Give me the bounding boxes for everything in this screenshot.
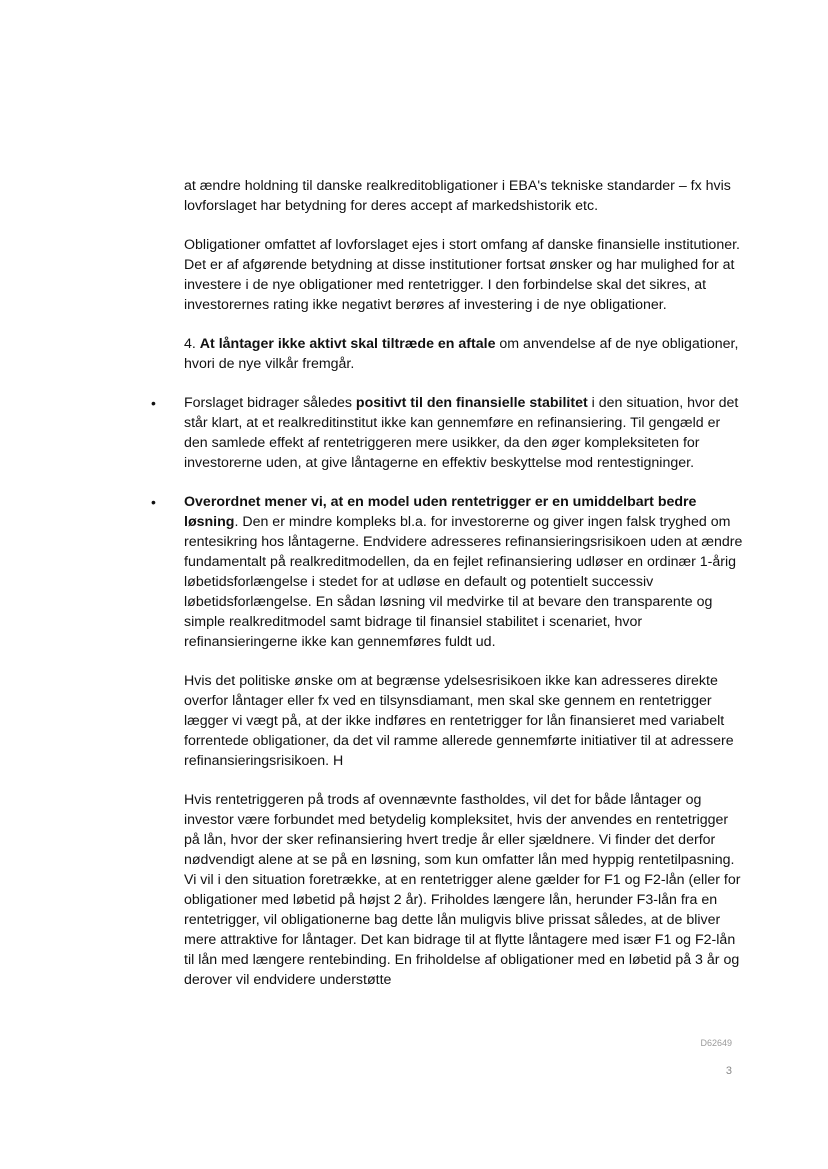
page-number: 3 xyxy=(725,1065,732,1077)
bullet-1-rest: i den situation, hvor det står klart, at et realkreditinstitut ikke kan gennemføre en refinansiering. Til gengæld er den samlede effekt af rentetriggeren mere usikker, da den øger kompleksiteten for investorerne uden, at give låntagerne en effektiv beskyttelse mod rentestigninger. xyxy=(184,395,739,471)
bullet-model-uden-rentetrigger xyxy=(151,492,744,652)
bullet-2-rest: . Den er mindre kompleks bl.a. for investorerne og giver ingen falsk tryghed om rentesikring hos låntagerne. Endvidere adresseres refinansieringsrisikoen uden at ændre fundamentalt på realkreditmodellen, da en fejlet refinansiering udløser en ordinær 1-årig løbetidsforlængelse i stedet for at udløse en default og potentielt successiv løbetidsforlængelse. En sådan løsning vil medvirke til at bevare den transparente og simple realkreditmodel samt bidrage til finansiel stabilitet i scenariet, hvor refinansieringerne ikke kan gennemføres fuldt ud. xyxy=(184,514,743,650)
bullet-2-bold: Overordnet mener vi, at en model uden rentetrigger er en umiddelbart bedre løsning xyxy=(184,494,697,530)
body-text xyxy=(151,176,744,1009)
point-number: 4. xyxy=(184,336,200,352)
document-id: D62649 xyxy=(700,1038,732,1048)
paragraph-point-4 xyxy=(184,334,744,374)
point-4-rest: om anvendelse af de nye obligationer, hvori de nye vilkår fremgår. xyxy=(184,336,739,372)
point-4-bold: At låntager ikke aktivt skal tiltræde en aftale xyxy=(199,336,496,352)
bullet-1-bold: positivt til den finansielle stabilitet xyxy=(355,395,588,411)
bullet-1-pre: Forslaget bidrager således xyxy=(184,395,356,411)
bullet-marker: • xyxy=(151,395,156,411)
paragraph-obligationer: Obligationer omfattet af lovforslaget ejes i stort omfang af danske finansielle institutioner. Det er af afgørende betydning at disse institutioner fortsat ønsker og har mulighed for at investere i de nye obligationer med rentetrigger. I den forbindelse skal det sikres, at investorernes rating ikke negativt berøres af investering i de nye obligationer. xyxy=(184,237,740,313)
paragraph-politiske-onske: Hvis det politiske ønske om at begrænse ydelsesrisikoen ikke kan adresseres direkte overfor låntager eller fx ved en tilsynsdiamant, men skal ske gennem en rentetrigger lægger vi vægt på, at der ikke indføres en rentetrigger for lån finansieret med variabelt forrentede obligationer, da det vil ramme allerede gennemførte initiativer til at adressere refinansieringsrisikoen. H xyxy=(184,673,734,769)
paragraph-rentetrigger-fastholdes: Hvis rentetriggeren på trods af ovennævnte fastholdes, vil det for både låntager og investor være forbundet med betydelig kompleksitet, hvis der anvendes en rentetrigger på lån, hvor der sker refinansiering hvert tredje år eller sjældnere. Vi finder det derfor nødvendigt alene at se på en løsning, som kun omfatter lån med hyppig rentetilpasning. Vi vil i den situation foretrække, at en rentetrigger alene gælder for F1 og F2-lån (eller for obligationer med løbetid på højst 2 år). Friholdes længere lån, herunder F3-lån fra en rentetrigger, vil obligationerne bag dette lån muligvis blive prissat således, at de bliver mere attraktive for låntager. Det kan bidrage til at flytte låntagere med især F1 og F2-lån til lån med længere rentebinding. En friholdelse af obligationer med en løbetid på 3 år og derover vil endvidere understøtte xyxy=(184,792,741,988)
bullet-finansiel-stabilitet xyxy=(151,393,744,473)
bullet-marker: • xyxy=(151,494,156,510)
paragraph-eba: at ændre holdning til danske realkreditobligationer i EBA's tekniske standarder – fx hvis lovforslaget har betydning for deres accept af markedshistorik etc. xyxy=(184,178,731,214)
